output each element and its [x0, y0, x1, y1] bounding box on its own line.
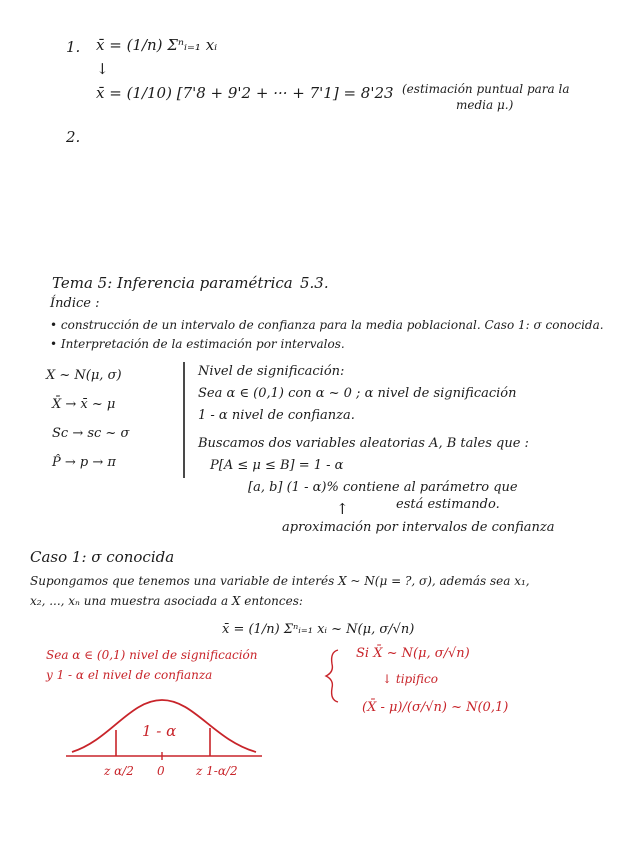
tick-label-right: z 1-α/2 [196, 764, 238, 778]
case1-line-1: Supongamos que tenemos una variable de interés X ~ N(μ = ?, σ), además sea x₁, [30, 574, 530, 588]
point-estimate-note-2: media μ.) [456, 98, 514, 112]
tick-label-center: 0 [157, 764, 165, 778]
down-arrow-icon: ↓ [96, 60, 109, 78]
significance-line-1: Sea α ∈ (0,1) con α ~ 0 ; α nivel de significación [198, 386, 517, 401]
red-note-standardized: (X̄ - μ)/(σ/√n) ~ N(0,1) [362, 700, 509, 715]
point-estimate-formula: x̄ = (1/10) [7'8 + 9'2 + ··· + 7'1] = 8'23 [96, 84, 394, 102]
up-arrow-icon: ↑ [336, 500, 349, 518]
topic-section: 5.3. [300, 274, 329, 292]
notation-population: X ~ N(μ, σ) [46, 368, 122, 383]
red-note-tipifico: ↓ tipifico [382, 672, 438, 686]
significance-heading: Nivel de significación: [198, 364, 345, 379]
case1-line-2: x₂, ..., xₙ una muestra asociada a X entonces: [30, 594, 303, 608]
red-note-confidence: y 1 - α el nivel de confianza [46, 668, 213, 682]
curve-area-label: 1 - α [142, 722, 177, 740]
significance-line-3: Buscamos dos variables aleatorias A, B tales que : [198, 436, 529, 451]
interval-approximation: aproximación por intervalos de confianza [282, 520, 555, 535]
sample-mean-formula: x̄ = (1/n) Σⁿᵢ₌₁ xᵢ [96, 36, 218, 54]
significance-line-2: 1 - α nivel de confianza. [198, 408, 355, 423]
notation-sd: Sc → sc ~ σ [52, 426, 130, 441]
tick-label-left: z α/2 [104, 764, 134, 778]
red-note-distribution: Si X̄ ~ N(μ, σ/√n) [356, 646, 470, 661]
index-bullet-1: • construcción de un intervalo de confianza para la media poblacional. Caso 1: σ conocida. [50, 318, 604, 332]
item-number-1: 1. [66, 38, 81, 56]
interval-statement-2: está estimando. [396, 497, 500, 512]
red-note-significance: Sea α ∈ (0,1) nivel de significación [46, 648, 258, 662]
case1-title: Caso 1: σ conocida [30, 548, 175, 566]
point-estimate-note-1: (estimación puntual para la [402, 82, 570, 96]
topic-title: Tema 5: Inferencia paramétrica [52, 274, 293, 292]
red-brace [326, 650, 338, 702]
probability-statement: P[A ≤ μ ≤ B] = 1 - α [210, 458, 344, 473]
interval-statement: [a, b] (1 - α)% contiene al parámetro que [248, 480, 518, 495]
case1-sampling-distribution: x̄ = (1/n) Σⁿᵢ₌₁ xᵢ ~ N(μ, σ/√n) [222, 622, 415, 637]
notation-mean: X̄ → x̄ ~ μ [52, 397, 116, 412]
item-number-2: 2. [66, 128, 81, 146]
notation-proportion: P̂ → p → π [52, 455, 116, 470]
index-label: Índice : [50, 296, 100, 311]
index-bullet-2: • Interpretación de la estimación por intervalos. [50, 337, 345, 351]
